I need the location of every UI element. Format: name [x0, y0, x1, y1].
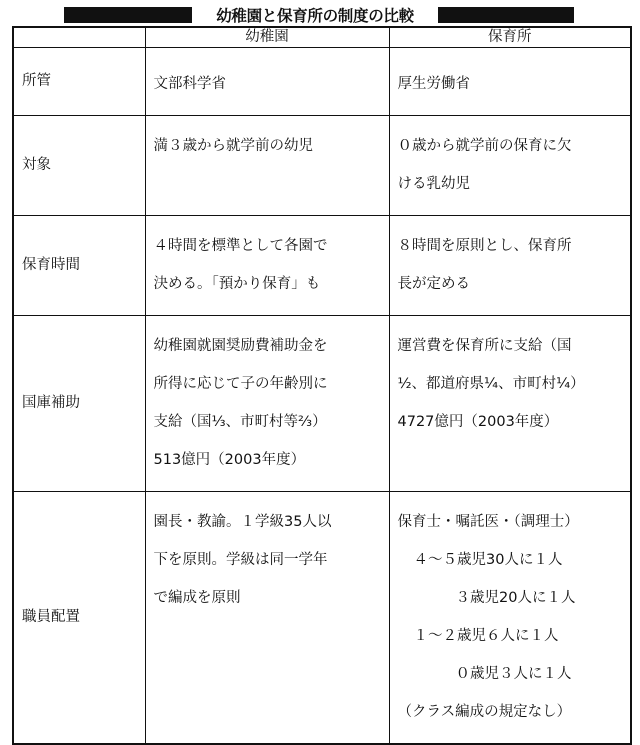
cell-line: 運営費を保育所に支給（国: [397, 338, 572, 354]
table-row: [13, 316, 631, 492]
nursery-cell: [389, 116, 631, 216]
cell-line: ４時間を標準として各園で: [153, 238, 328, 254]
row-label: 保育時間: [13, 216, 145, 316]
kindergarten-cell: [145, 316, 389, 492]
table-header-row: [13, 27, 631, 48]
title-bar: [64, 5, 574, 25]
title-decoration-bar-left: [64, 7, 192, 23]
row-label: 所管: [13, 48, 145, 116]
cell-line: 園長・教諭。１学級35人以: [153, 514, 332, 530]
nursery-cell: [389, 48, 631, 116]
cell-line: 下を原則。学級は同一学年: [153, 552, 328, 568]
cell-line: 決める。「預かり保育」も: [153, 276, 321, 292]
cell-line: ける乳幼児: [397, 176, 470, 192]
table-row: [13, 492, 631, 745]
row-label: 対象: [13, 116, 145, 216]
cell-line: １～２歳児６人に１人: [413, 628, 559, 644]
cell-line: 幼稚園就園奨励費補助金を: [153, 338, 328, 354]
comparison-table: [12, 26, 632, 745]
row-label: 職員配置: [13, 492, 145, 745]
nursery-cell: [389, 492, 631, 745]
header-cell-nursery: 保育所: [389, 27, 631, 48]
table-row: [13, 216, 631, 316]
kindergarten-cell: [145, 48, 389, 116]
table-row: [13, 116, 631, 216]
title-decoration-bar-right: [438, 7, 574, 23]
cell-line: で編成を原則: [153, 590, 241, 606]
kindergarten-cell: [145, 216, 389, 316]
cell-line: ½、都道府県¼、市町村¼）: [397, 376, 585, 392]
cell-line: 厚生労働省: [397, 76, 470, 92]
cell-line: ３歳児20人に１人: [455, 590, 576, 606]
header-cell-kindergarten: 幼稚園: [145, 27, 389, 48]
nursery-cell: [389, 216, 631, 316]
cell-line: ０歳児３人に１人: [455, 666, 572, 682]
cell-line: 長が定める: [397, 276, 470, 292]
nursery-cell: [389, 316, 631, 492]
cell-line: 513億円（2003年度）: [153, 452, 306, 468]
cell-line: ８時間を原則とし、保育所: [397, 238, 572, 254]
kindergarten-cell: [145, 492, 389, 745]
header-cell-empty: [13, 27, 145, 48]
cell-line: 4727億円（2003年度）: [397, 414, 559, 430]
cell-line: （クラス編成の規定なし）: [397, 704, 572, 720]
cell-line: ４～５歳児30人に１人: [413, 552, 563, 568]
cell-line: 支給（国⅓、市町村等⅔）: [153, 414, 327, 430]
table-row: [13, 48, 631, 116]
kindergarten-cell: [145, 116, 389, 216]
cell-line: 保育士・嘱託医・（調理士）: [397, 514, 579, 530]
cell-line: 文部科学省: [153, 76, 226, 92]
cell-line: 満３歳から就学前の幼児: [153, 138, 313, 154]
cell-line: ０歳から就学前の保育に欠: [397, 138, 572, 154]
cell-line: 所得に応じて子の年齢別に: [153, 376, 328, 392]
row-label: 国庫補助: [13, 316, 145, 492]
document-title: 幼稚園と保育所の制度の比較: [216, 7, 414, 25]
